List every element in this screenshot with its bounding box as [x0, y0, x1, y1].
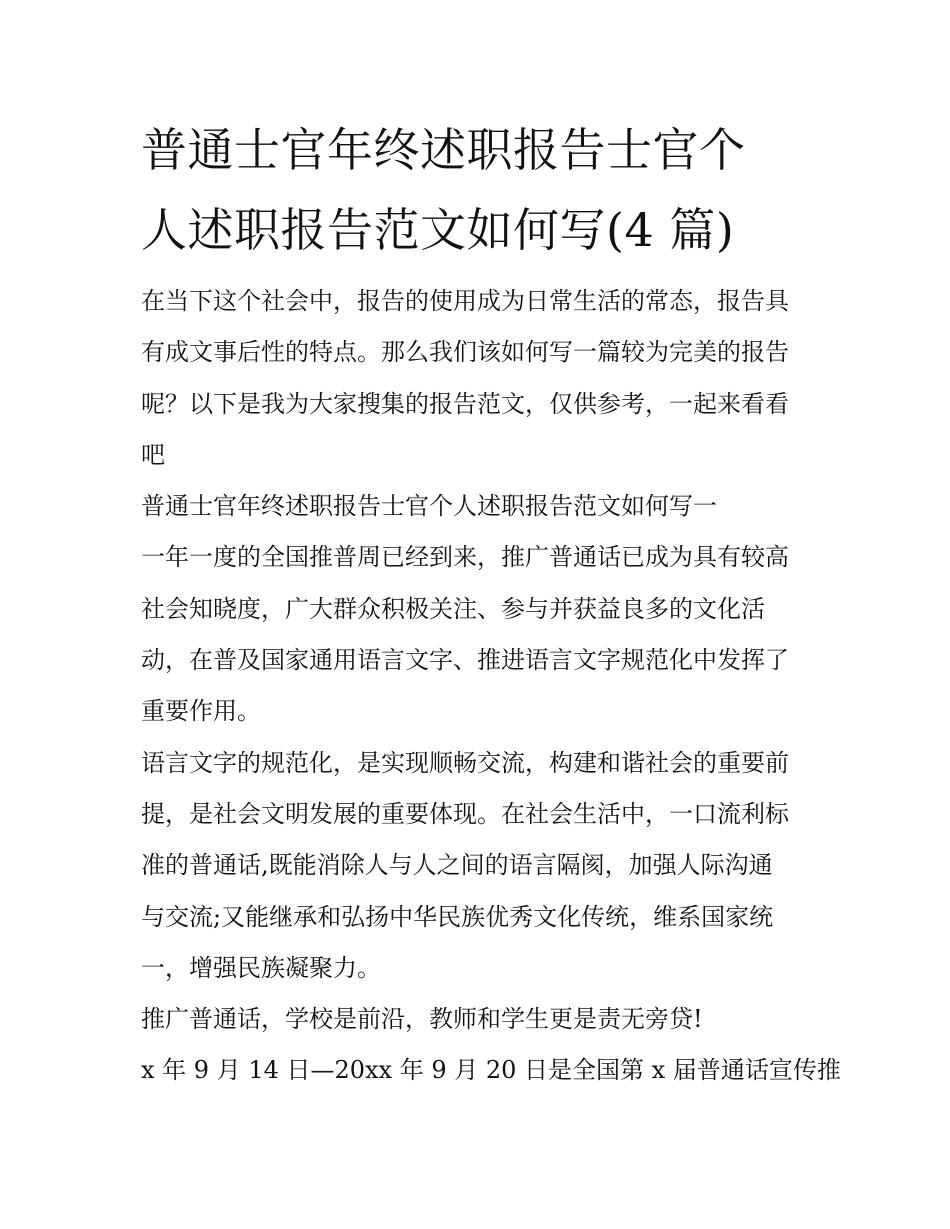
text-line: 一，增强民族凝聚力。 [141, 953, 381, 982]
text-line: 社会知晓度，广大群众积极关注、参与并获益良多的文化活 [141, 594, 765, 623]
text-line: 提，是社会文明发展的重要体现。在社会生活中，一口流利标 [141, 799, 789, 828]
title-line: 普通士官年终述职报告士官个 [141, 123, 746, 177]
text-line: 准的普通话,既能消除人与人之间的语言隔阂，加强人际沟通 [141, 851, 773, 880]
text-line: 一年一度的全国推普周已经到来，推广普通话已成为具有较高 [141, 543, 789, 572]
body-paragraph [141, 994, 821, 1045]
text-line: 吧 [141, 440, 165, 469]
section-heading [141, 481, 821, 532]
text-line: 呢？以下是我为大家搜集的报告范文，仅供参考，一起来看看 [141, 389, 789, 418]
body-paragraph [141, 1045, 841, 1096]
text-line: 与交流;又能继承和弘扬中华民族优秀文化传统，维系国家统 [141, 902, 774, 931]
title-line: 人述职报告范文如何写(4 篇) [141, 203, 735, 257]
text-line: x 年 9 月 14 日—20xx 年 9 月 20 日是全国第 x 届普通话宣传推 [141, 1056, 841, 1085]
text-line: 推广普通话，学校是前沿，教师和学生更是责无旁贷! [141, 1005, 703, 1034]
text-line: 在当下这个社会中，报告的使用成为日常生活的常态，报告具 [141, 287, 789, 315]
document-page [141, 110, 841, 1097]
document-title [141, 110, 821, 270]
text-line: 语言文字的规范化，是实现顺畅交流，构建和谐社会的重要前 [141, 748, 789, 777]
text-line: 有成文事后性的特点。那么我们该如何写一篇较为完美的报告 [141, 338, 789, 367]
body-paragraph [141, 738, 821, 994]
text-line: 普通士官年终述职报告士官个人述职报告范文如何写一 [141, 492, 717, 521]
intro-paragraph [141, 276, 821, 481]
text-line: 动，在普及国家通用语言文字、推进语言文字规范化中发挥了 [141, 646, 789, 675]
text-line: 重要作用。 [141, 697, 261, 726]
body-paragraph [141, 532, 821, 737]
